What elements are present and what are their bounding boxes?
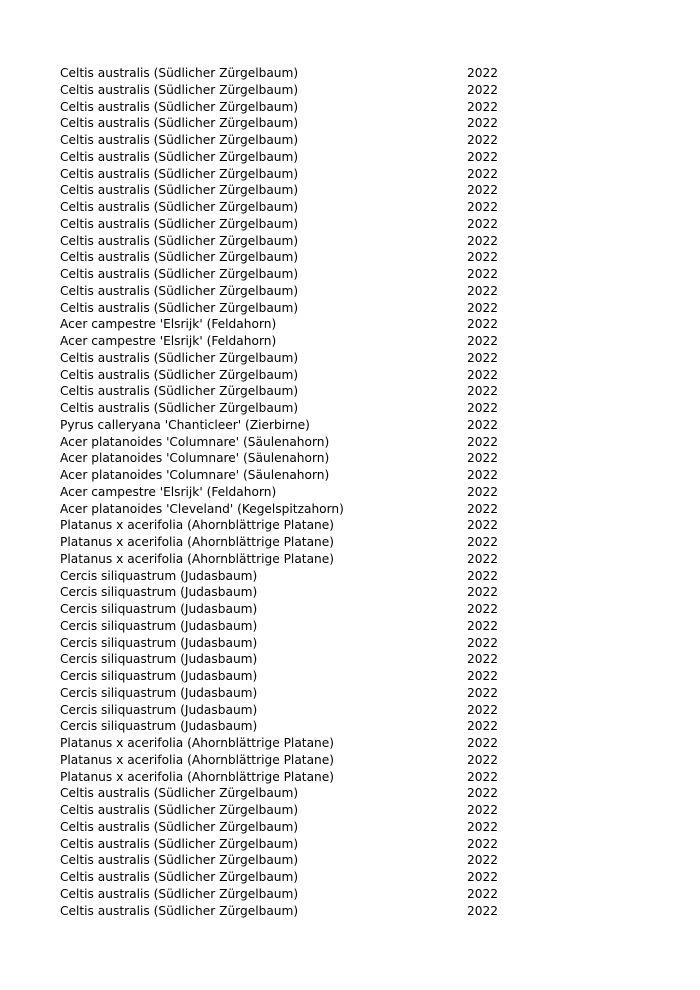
planting-year: 2022 (467, 267, 499, 281)
planting-year: 2022 (467, 99, 499, 114)
species-name: Celtis australis (Südlicher Zürgelbaum) (60, 233, 299, 248)
list-item (60, 266, 520, 283)
species-name: Acer platanoides 'Columnare' (Säulenahorn) (60, 434, 330, 449)
list-item (60, 551, 520, 568)
species-name: Celtis australis (Südlicher Zürgelbaum) (60, 903, 299, 918)
list-item (60, 501, 520, 518)
species-name: Cercis siliquastrum (Judasbaum) (60, 635, 258, 650)
planting-year: 2022 (467, 752, 499, 767)
planting-year: 2022 (467, 250, 499, 265)
list-item (60, 199, 520, 216)
planting-year: 2022 (467, 350, 499, 365)
list-item (60, 601, 520, 618)
list-item (60, 467, 520, 484)
planting-year: 2022 (467, 652, 499, 667)
planting-year: 2022 (467, 551, 499, 566)
species-name: Acer platanoides 'Columnare' (Säulenahorn) (60, 468, 330, 482)
list-item (60, 249, 520, 266)
planting-year: 2022 (467, 317, 499, 332)
species-name: Celtis australis (Südlicher Zürgelbaum) (60, 367, 299, 382)
planting-year: 2022 (467, 518, 499, 533)
species-name: Celtis australis (Südlicher Zürgelbaum) (60, 133, 299, 147)
planting-year: 2022 (467, 819, 499, 834)
planting-year: 2022 (467, 166, 499, 181)
list-item (60, 149, 520, 166)
species-name: Celtis australis (Südlicher Zürgelbaum) (60, 267, 299, 281)
species-name: Cercis siliquastrum (Judasbaum) (60, 669, 258, 683)
list-item (60, 99, 520, 116)
species-name: Cercis siliquastrum (Judasbaum) (60, 602, 258, 616)
list-item (60, 651, 520, 668)
list-item (60, 233, 520, 250)
planting-year: 2022 (467, 116, 499, 131)
species-name: Acer platanoides 'Cleveland' (Kegelspitzahorn) (60, 501, 344, 516)
planting-year: 2022 (467, 367, 499, 382)
planting-year: 2022 (467, 736, 499, 750)
species-name: Platanus x acerifolia (Ahornblättrige Platane) (60, 535, 335, 549)
planting-year: 2022 (467, 669, 499, 683)
list-item (60, 836, 520, 853)
planting-year: 2022 (467, 786, 499, 801)
species-name: Celtis australis (Südlicher Zürgelbaum) (60, 216, 299, 231)
list-item (60, 383, 520, 400)
species-name: Celtis australis (Südlicher Zürgelbaum) (60, 99, 299, 114)
planting-year: 2022 (467, 853, 499, 868)
planting-year: 2022 (467, 501, 499, 516)
list-item (60, 434, 520, 451)
list-item (60, 718, 520, 735)
species-name: Cercis siliquastrum (Judasbaum) (60, 585, 258, 600)
planting-year: 2022 (467, 133, 499, 147)
list-item (60, 333, 520, 350)
list-item (60, 166, 520, 183)
species-name: Platanus x acerifolia (Ahornblättrige Platane) (60, 551, 335, 566)
species-name: Cercis siliquastrum (Judasbaum) (60, 719, 258, 734)
planting-year: 2022 (467, 484, 499, 499)
planting-year: 2022 (467, 585, 499, 600)
species-name: Celtis australis (Südlicher Zürgelbaum) (60, 836, 299, 851)
list-item (60, 283, 520, 300)
list-item (60, 769, 520, 786)
planting-year: 2022 (467, 300, 499, 315)
list-item (60, 534, 520, 551)
planting-year: 2022 (467, 535, 499, 549)
planting-year: 2022 (467, 283, 499, 298)
species-name: Acer campestre 'Elsrijk' (Feldahorn) (60, 317, 277, 332)
list-item (60, 450, 520, 467)
planting-year: 2022 (467, 82, 499, 97)
list-item (60, 869, 520, 886)
list-item (60, 886, 520, 903)
list-item (60, 367, 520, 384)
list-item (60, 668, 520, 685)
species-name: Celtis australis (Südlicher Zürgelbaum) (60, 819, 299, 834)
species-name: Celtis australis (Südlicher Zürgelbaum) (60, 283, 299, 298)
species-name: Celtis australis (Südlicher Zürgelbaum) (60, 166, 299, 181)
species-name: Celtis australis (Südlicher Zürgelbaum) (60, 200, 299, 214)
species-name: Acer campestre 'Elsrijk' (Feldahorn) (60, 484, 277, 499)
species-name: Celtis australis (Südlicher Zürgelbaum) (60, 82, 299, 97)
list-item (60, 702, 520, 719)
planting-year: 2022 (467, 384, 499, 399)
species-name: Cercis siliquastrum (Judasbaum) (60, 652, 258, 667)
species-name: Platanus x acerifolia (Ahornblättrige Platane) (60, 769, 335, 784)
species-name: Acer platanoides 'Columnare' (Säulenahorn) (60, 451, 330, 466)
species-name: Cercis siliquastrum (Judasbaum) (60, 685, 258, 700)
species-name: Cercis siliquastrum (Judasbaum) (60, 568, 258, 583)
list-item (60, 618, 520, 635)
species-name: Celtis australis (Südlicher Zürgelbaum) (60, 853, 299, 868)
planting-year: 2022 (467, 618, 499, 633)
species-name: Celtis australis (Südlicher Zürgelbaum) (60, 116, 299, 131)
planting-year: 2022 (467, 769, 499, 784)
list-item (60, 685, 520, 702)
list-item (60, 852, 520, 869)
list-item (60, 802, 520, 819)
planting-year: 2022 (467, 719, 499, 734)
list-item (60, 300, 520, 317)
list-item (60, 785, 520, 802)
list-item (60, 568, 520, 585)
planting-year: 2022 (467, 401, 499, 415)
planting-year: 2022 (467, 417, 499, 432)
species-name: Celtis australis (Südlicher Zürgelbaum) (60, 786, 299, 801)
planting-year: 2022 (467, 183, 499, 198)
list-item (60, 517, 520, 534)
species-name: Celtis australis (Südlicher Zürgelbaum) (60, 401, 299, 415)
species-name: Cercis siliquastrum (Judasbaum) (60, 618, 258, 633)
list-item (60, 115, 520, 132)
species-name: Celtis australis (Südlicher Zürgelbaum) (60, 350, 299, 365)
planting-year: 2022 (467, 903, 499, 918)
planting-year: 2022 (467, 635, 499, 650)
list-item (60, 735, 520, 752)
list-item (60, 400, 520, 417)
list-item (60, 819, 520, 836)
species-name: Celtis australis (Südlicher Zürgelbaum) (60, 803, 299, 817)
list-item (60, 65, 520, 82)
planting-year: 2022 (467, 233, 499, 248)
species-name: Platanus x acerifolia (Ahornblättrige Platane) (60, 752, 335, 767)
species-name: Pyrus calleryana 'Chanticleer' (Zierbirne) (60, 417, 310, 432)
list-item (60, 216, 520, 233)
list-item (60, 417, 520, 434)
list-item (60, 752, 520, 769)
list-item (60, 903, 520, 920)
planting-year: 2022 (467, 870, 499, 884)
planting-year: 2022 (467, 836, 499, 851)
planting-year: 2022 (467, 434, 499, 449)
planting-year: 2022 (467, 702, 499, 717)
tree-list (60, 65, 520, 919)
species-name: Platanus x acerifolia (Ahornblättrige Platane) (60, 518, 335, 533)
species-name: Celtis australis (Südlicher Zürgelbaum) (60, 870, 299, 884)
planting-year: 2022 (467, 602, 499, 616)
planting-year: 2022 (467, 451, 499, 466)
species-name: Cercis siliquastrum (Judasbaum) (60, 702, 258, 717)
list-item (60, 584, 520, 601)
planting-year: 2022 (467, 149, 499, 164)
species-name: Celtis australis (Südlicher Zürgelbaum) (60, 886, 299, 901)
species-name: Celtis australis (Südlicher Zürgelbaum) (60, 300, 299, 315)
list-item (60, 635, 520, 652)
list-item (60, 316, 520, 333)
list-item (60, 484, 520, 501)
list-item (60, 82, 520, 99)
species-name: Acer campestre 'Elsrijk' (Feldahorn) (60, 334, 277, 348)
species-name: Celtis australis (Südlicher Zürgelbaum) (60, 66, 299, 80)
species-name: Celtis australis (Südlicher Zürgelbaum) (60, 149, 299, 164)
planting-year: 2022 (467, 200, 499, 214)
planting-year: 2022 (467, 803, 499, 817)
planting-year: 2022 (467, 66, 499, 80)
species-name: Celtis australis (Südlicher Zürgelbaum) (60, 183, 299, 198)
species-name: Celtis australis (Südlicher Zürgelbaum) (60, 384, 299, 399)
planting-year: 2022 (467, 685, 499, 700)
list-item (60, 350, 520, 367)
planting-year: 2022 (467, 216, 499, 231)
planting-year: 2022 (467, 886, 499, 901)
list-item (60, 182, 520, 199)
species-name: Celtis australis (Südlicher Zürgelbaum) (60, 250, 299, 265)
planting-year: 2022 (467, 468, 499, 482)
planting-year: 2022 (467, 568, 499, 583)
list-item (60, 132, 520, 149)
species-name: Platanus x acerifolia (Ahornblättrige Platane) (60, 736, 335, 750)
planting-year: 2022 (467, 334, 499, 348)
